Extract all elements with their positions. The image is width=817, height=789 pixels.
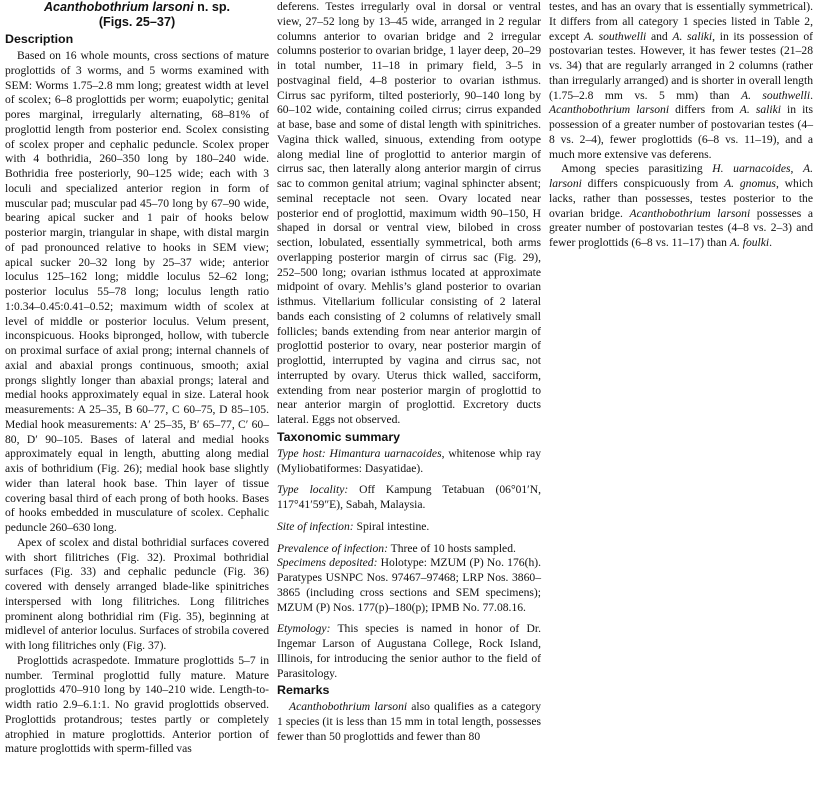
column-middle [277, 0, 541, 745]
text-run: differs from [669, 103, 740, 117]
paragraph [277, 542, 541, 557]
text-run: and [646, 29, 673, 43]
text-run: . [810, 88, 813, 102]
text-run: , in its possession of postovarian testes. However, it has fewer testes (21–28 vs. 34) that are regularly arranged in 2 columns (rather than irregularly arranged) and is shorter in overall length (1.75–2.8 mm vs. 5 mm) than [549, 29, 813, 102]
paragraph [549, 162, 813, 251]
italic-text: A. southwelli [741, 88, 811, 102]
section-heading [5, 32, 269, 47]
section-heading [277, 683, 541, 698]
paragraph [277, 0, 541, 428]
text-run: Among species parasitizing [561, 162, 713, 176]
italic-text: Specimens deposited: [277, 556, 378, 570]
italic-text: Acanthobothrium larsoni [629, 206, 751, 220]
text-run: deferens. Testes irregularly oval in dorsal or ventral view, 27–52 long by 13–45 wide, arranged in 2 regular columns anterior to ovarian bridge and 2 irregular columns posterior to ovarian bridge, 1 layer deep, 20–29 in total number, 11–18 in primary field, 3–5 in postvaginal field, 4–8 posterior to ovarian isthmus. Cirrus sac pyriform, tilted posteriorly, 90–140 long by 60–102 wide, containing coiled cirrus; cirrus expanded at base, base and some of distal length with spinitriches. Vagina thick walled, sinuous, extending from ootype along medial line of proglottid to anterior margin of cirrus sac, then laterally along anterior margin of cirrus sac to common genital atrium; vaginal sphincter absent; seminal receptacle not seen. Ovary located near posterior end of proglottid, maximum width 90–150, H shaped in dorsal or ventral view, bilobed in cross section, lobulated, essentially symmetrical, both arms overlapping posterior margin of cirrus sac (Fig. 29), 252–500 long; ovarian isthmus located at approximate midpoint of ovary. Mehlis’s gland posterior to ovarian isthmus. Vitellarium follicular consisting of 2 lateral bands each consisting of 2 columns of relatively small follicles; bands extending from near anterior margin of proglottid posterior to ovary, near posterior margin of proglottid, interrupted by vagina and cirrus sac, not interrupted by ovary. Uterus thick walled, sacciform, extending from near posterior margin of proglottid to near anterior margin of proglottid. Excretory ducts lateral. Eggs not observed. [277, 0, 541, 426]
text-run: differs conspicuously from [581, 177, 725, 190]
paragraph [277, 520, 541, 535]
column-left [5, 0, 269, 757]
section-heading [277, 430, 541, 445]
italic-text: Acanthobothrium larsoni [289, 700, 408, 714]
text-run: possesses a greater number of postovarian testes (4–8 vs. 2–3) and fewer proglottids (6–8 vs. 11–17) than [549, 206, 814, 249]
text-run: . [769, 236, 773, 249]
text-run: Based on 16 whole mounts, cross sections of mature proglottids of 3 worms, and 5 worms examined with SEM: Worms 1.75–2.8 mm long; greatest width at level of scolex; 6–8 proglottids per worm; euapolytic; genital pores marginal, irregularly alternating, 68–81% of proglottid length from posterior end. Scolex consisting of scolex proper and cephalic peduncle. Scolex proper with 4 bothridia, 260–350 long by 180–240 wide. Bothridia free posteriorly, 90–125 wide; each with 3 loculi and specialized anterior region in form of muscular pad; muscular pad 45–70 long by 67–90 wide, bearing apical sucker and 1 pair of hooks below posterior margin, triangular in shape, with distal margin of pad pronounced relative to hooks in SEM view; apical sucker 20–32 long by 25–37 wide; anterior loculus 125–162 long; middle loculus 52–62 long; posterior loculus 55–78 long; loculus length ratio 1:0.34–0.45:0.41–0.52; maximum width of scolex at level of middle or posterior loculus. Velum present, inconspicuous. Hooks bipronged, hollow, with tubercle on proximal surface of axial prong; internal channels of axial and abaxial prongs continuous, smooth; axial prongs slightly longer than abaxial prongs; lateral and medial hooks approximately equal in size. Lateral hook measurements: A 25–35, B 60–77, C 60–75, D 85–105. Medial hook measurements: A′ 25–35, B′ 65–77, C′ 60–80, D′ 90–105. Bases of lateral and medial hooks approximately equal in length, abutting along medial axis of bothridium (Fig. 26); medial hook base slightly wider than lateral hook base. Thin layer of tissue covering basal third of each prong of both hooks. Bases of hooks embedded in musculature of scolex. Cephalic peduncle 260–630 long. [5, 49, 269, 534]
italic-text: Type host: Himantura uarnacoides [277, 446, 442, 460]
text-run: testes, and has an ovary that is essentially symmetrical). It differs from all category 1 species listed in Table 2, except [549, 0, 813, 43]
paragraph [5, 49, 269, 536]
italic-text: A. saliki [672, 29, 713, 43]
italic-text: Type locality: [277, 483, 349, 497]
text-run: Taxonomic summary [277, 429, 401, 444]
italic-text: A. saliki [739, 103, 781, 117]
text-run: Off Kampung Tetabuan (06°01′N, 117°41′59″E), Sabah, Malaysia. [277, 483, 541, 511]
text-run: This species is named in honor of Dr. Ingemar Larson of Augustana College, Rock Island, Illinois, for introducing the senior author to the field of Parasitology. [277, 622, 541, 680]
paragraph [277, 556, 541, 615]
text-run: Proglottids acraspedote. Immature proglottids 5–7 in number. Terminal proglottid fully mature. Mature proglottids 470–910 long by 140–210 wide. Length-to-width ratio 2.9–6.1:1. No gravid proglottids observed. Proglottids protandrous; testes partly or completely atrophied in mature proglottids. Anterior portion of mature proglottids with sperm-filled vas [5, 653, 269, 756]
text-run: Description [5, 32, 74, 46]
italic-text: Site of infection: [277, 519, 354, 533]
paragraph [277, 447, 541, 477]
paragraph [5, 536, 269, 654]
article-title [5, 0, 269, 15]
paragraph [549, 0, 813, 162]
text-run: Holotype: MZUM (P) No. 176(h). Paratypes USNPC Nos. 97467–97468; LRP Nos. 3860–3865 (including cross sections and SEM specimens); MZUM (P) Nos. 177(p)–180(p); IPMB No. 77.08.16. [277, 556, 541, 614]
paragraph [277, 483, 541, 513]
paragraph [5, 654, 269, 757]
text-run: also qualifies as a category 1 species (it is less than 15 mm in total length, possesses fewer than 50 proglottids and fewer than 80 [277, 700, 541, 743]
text-run: , [790, 162, 804, 176]
paragraph [277, 622, 541, 681]
text-run: , whitenose whip ray (Myliobatiformes: Dasyatidae). [277, 446, 541, 475]
text-run: Remarks [277, 683, 330, 698]
italic-text: A. gnomus [724, 177, 776, 190]
italic-text: A. foulki [729, 236, 770, 249]
text-run: in its possession of a greater number of postovarian testes (4–8 vs. 2–4), fewer proglottids (6–8 vs. 11–19), and a much more extensive vas deferens. [549, 103, 814, 161]
article-title [5, 15, 269, 30]
text-run: Three of 10 hosts sampled. [387, 541, 516, 555]
column-right [549, 0, 813, 251]
text-run: Apex of scolex and distal bothridial surfaces covered with short filitriches (Fig. 32). Proximal bothridial surfaces (Fig. 33) and cephalic peduncle (Fig. 36) covered with densely arranged blade-like spinitriches interspersed with long filitriches. Long filitriches prominent along bothridial rim (Fig. 35), beginning at midlevel of anterior loculus. Surfaces of strobila covered with long filitriches only (Fig. 37). [5, 535, 269, 652]
text-run: n. sp. [193, 0, 231, 14]
text-run: Spiral intestine. [353, 519, 430, 533]
italic-text: A. larsoni [549, 162, 813, 190]
italic-text: Acanthobothrium larsoni [549, 103, 670, 117]
italic-text: A. southwelli [583, 29, 647, 43]
text-run: (Figs. 25–37) [98, 15, 176, 29]
paragraph [277, 700, 541, 744]
italic-text: Acanthobothrium larsoni [43, 0, 194, 14]
italic-text: Prevalence of infection: [277, 541, 388, 555]
italic-text: H. uarnacoides [712, 162, 791, 176]
text-run: , which lacks, rather than possesses, testes posterior to the ovarian bridge. [549, 177, 813, 220]
italic-text: Etymology: [277, 622, 331, 636]
